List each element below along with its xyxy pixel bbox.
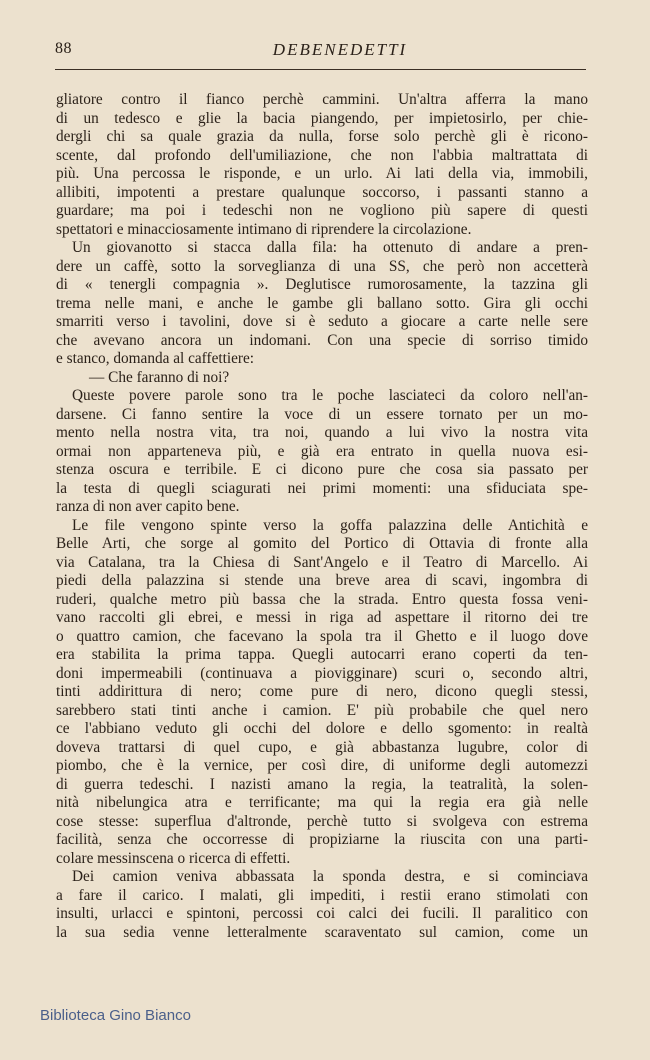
text-line: scente, dal profondo dell'umiliazione, che non l'abbia maltrattata di — [56, 146, 588, 164]
text-line: mento nella nostra vita, tra noi, quando a lui vivo la nostra vita — [56, 424, 588, 441]
page-header — [55, 38, 585, 64]
header-rule — [55, 69, 586, 70]
text-line: darsene. Ci fanno sentire la voce di un essere tornato per un mo- — [56, 405, 588, 423]
text-line: Queste povere parole sono tra le poche lasciateci da coloro nell'an- — [72, 387, 588, 404]
text-line: allibiti, impotenti a prestare qualunque soccorso, i passanti stanno a — [56, 183, 588, 201]
text-line: spettatori e minacciosamente intimano di riprendere la circolazione. — [56, 220, 472, 238]
text-line: gliatore contro il fianco perchè cammini. Un'altra afferra la mano — [56, 91, 588, 108]
text-line: ce l'abbiano veduto gli occhi del dolore e dello sgomento: in realtà — [56, 720, 588, 737]
text-line: Belle Arti, che sorge al gomito del Portico di Ottavia di fronte alla — [56, 535, 588, 552]
text-line: facilità, senza che occorresse di propiziarne la riuscita con una parti- — [56, 831, 588, 848]
text-line: la sua sedia venne letteralmente scaraventato sul camion, come un — [56, 923, 588, 941]
text-line: di un tedesco e glie la bacia piangendo, per impietosirlo, per chie- — [56, 109, 588, 127]
text-line: trema nelle mani, e anche le gambe gli ballano sotto. Gira gli occhi — [56, 294, 588, 312]
text-line: sarebbero stati tinti anche i camion. E' più probabile che quel nero — [56, 701, 588, 719]
text-line: cose stesse: superflua d'altronde, perchè tutto si svolgeva con estrema — [56, 812, 588, 830]
running-head: DEBENEDETTI — [272, 40, 408, 59]
text-line: tinti addirittura di nero; come pure di nero, dicono quegli stessi, — [56, 683, 588, 700]
page-number: 88 — [55, 40, 72, 57]
text-line: piombo, che è la vernice, per così dire, di uniforme degli automezzi — [56, 757, 588, 774]
text-line: a fare il carico. I malati, gli impediti, i restii erano stimolati con — [56, 886, 588, 904]
text-line: di guerra tedeschi. I nazisti amano la regia, la teatralità, la solen- — [56, 775, 588, 793]
text-line: via Catalana, tra la Chiesa di Sant'Angelo e il Teatro di Marcello. Ai — [56, 553, 588, 571]
text-line: piedi della palazzina si stende una breve area di scavi, ingombra di — [56, 572, 588, 589]
text-line: stenza oscura e terribile. E ci dicono pure che cosa sia passato per — [56, 461, 588, 478]
text-line: Dei camion veniva abbassata la sponda destra, e si cominciava — [72, 868, 588, 885]
text-line: doveva trattarsi di quel cupo, e già abbastanza lugubre, color di — [56, 738, 588, 756]
library-watermark: Biblioteca Gino Bianco — [40, 1007, 191, 1024]
text-line: e stanco, domanda al caffettiere: — [56, 350, 255, 367]
text-line: Le file vengono spinte verso la goffa palazzina delle Antichità e — [72, 516, 588, 534]
text-line: di « tenergli compagnia ». Deglutisce rumorosamente, la tazzina gli — [56, 276, 588, 293]
text-line: ranza di non aver capito bene. — [56, 498, 240, 515]
text-line: era stabilita la prima tappa. Quegli autocarri erano coperti da ten- — [56, 646, 588, 663]
text-line: che avevano ancora un indomani. Con una specie di sorriso timido — [56, 331, 588, 349]
text-line: vano raccolti gli ebrei, e messi in riga ad aspettare il ritorno dei tre — [56, 609, 588, 626]
body-text — [56, 91, 588, 942]
text-line: ruderi, qualche metro più bassa che la strada. Entro questa fossa veni- — [56, 590, 588, 608]
text-line: smarriti verso i tavolini, dove si è seduto a giocare a carte nelle sere — [56, 313, 588, 330]
text-line: colare messinscena o ricerca di effetti. — [56, 849, 291, 867]
text-line: doni impermeabili (continuava a piovigginare) scuri o, secondo altri, — [56, 664, 588, 682]
text-line: o quattro camion, che facevano la spola tra il Ghetto e il luogo dove — [56, 627, 588, 645]
text-line: dere un caffè, sotto la sorveglianza di una SS, che però non accetterà — [56, 257, 588, 275]
text-line: nità nibelungica atra e terrificante; ma qui la regia era già nelle — [56, 794, 588, 811]
text-line: dergli chi sa quale grazia da nulla, forse solo perchè gli è ricono- — [56, 128, 588, 145]
text-line: Un giovanotto si stacca dalla fila: ha ottenuto di andare a pren- — [72, 239, 588, 256]
text-line: guardare; ma poi i tedeschi non ne vogliono più sapere di questi — [56, 202, 588, 219]
text-line: ormai non apparteneva più, e già era entrato in quella nuova esi- — [56, 442, 588, 460]
text-line: la testa di quegli sciagurati nei primi momenti: una sfiduciata spe- — [56, 479, 588, 497]
text-line: più. Una percossa le risponde, e un urlo. Ai lati della via, immobili, — [56, 165, 588, 182]
dialog-line: — Che faranno di noi? — [89, 368, 230, 386]
text-line: insulti, urlacci e spintoni, percossi coi calci dei fucili. Il paralitico con — [56, 905, 588, 922]
